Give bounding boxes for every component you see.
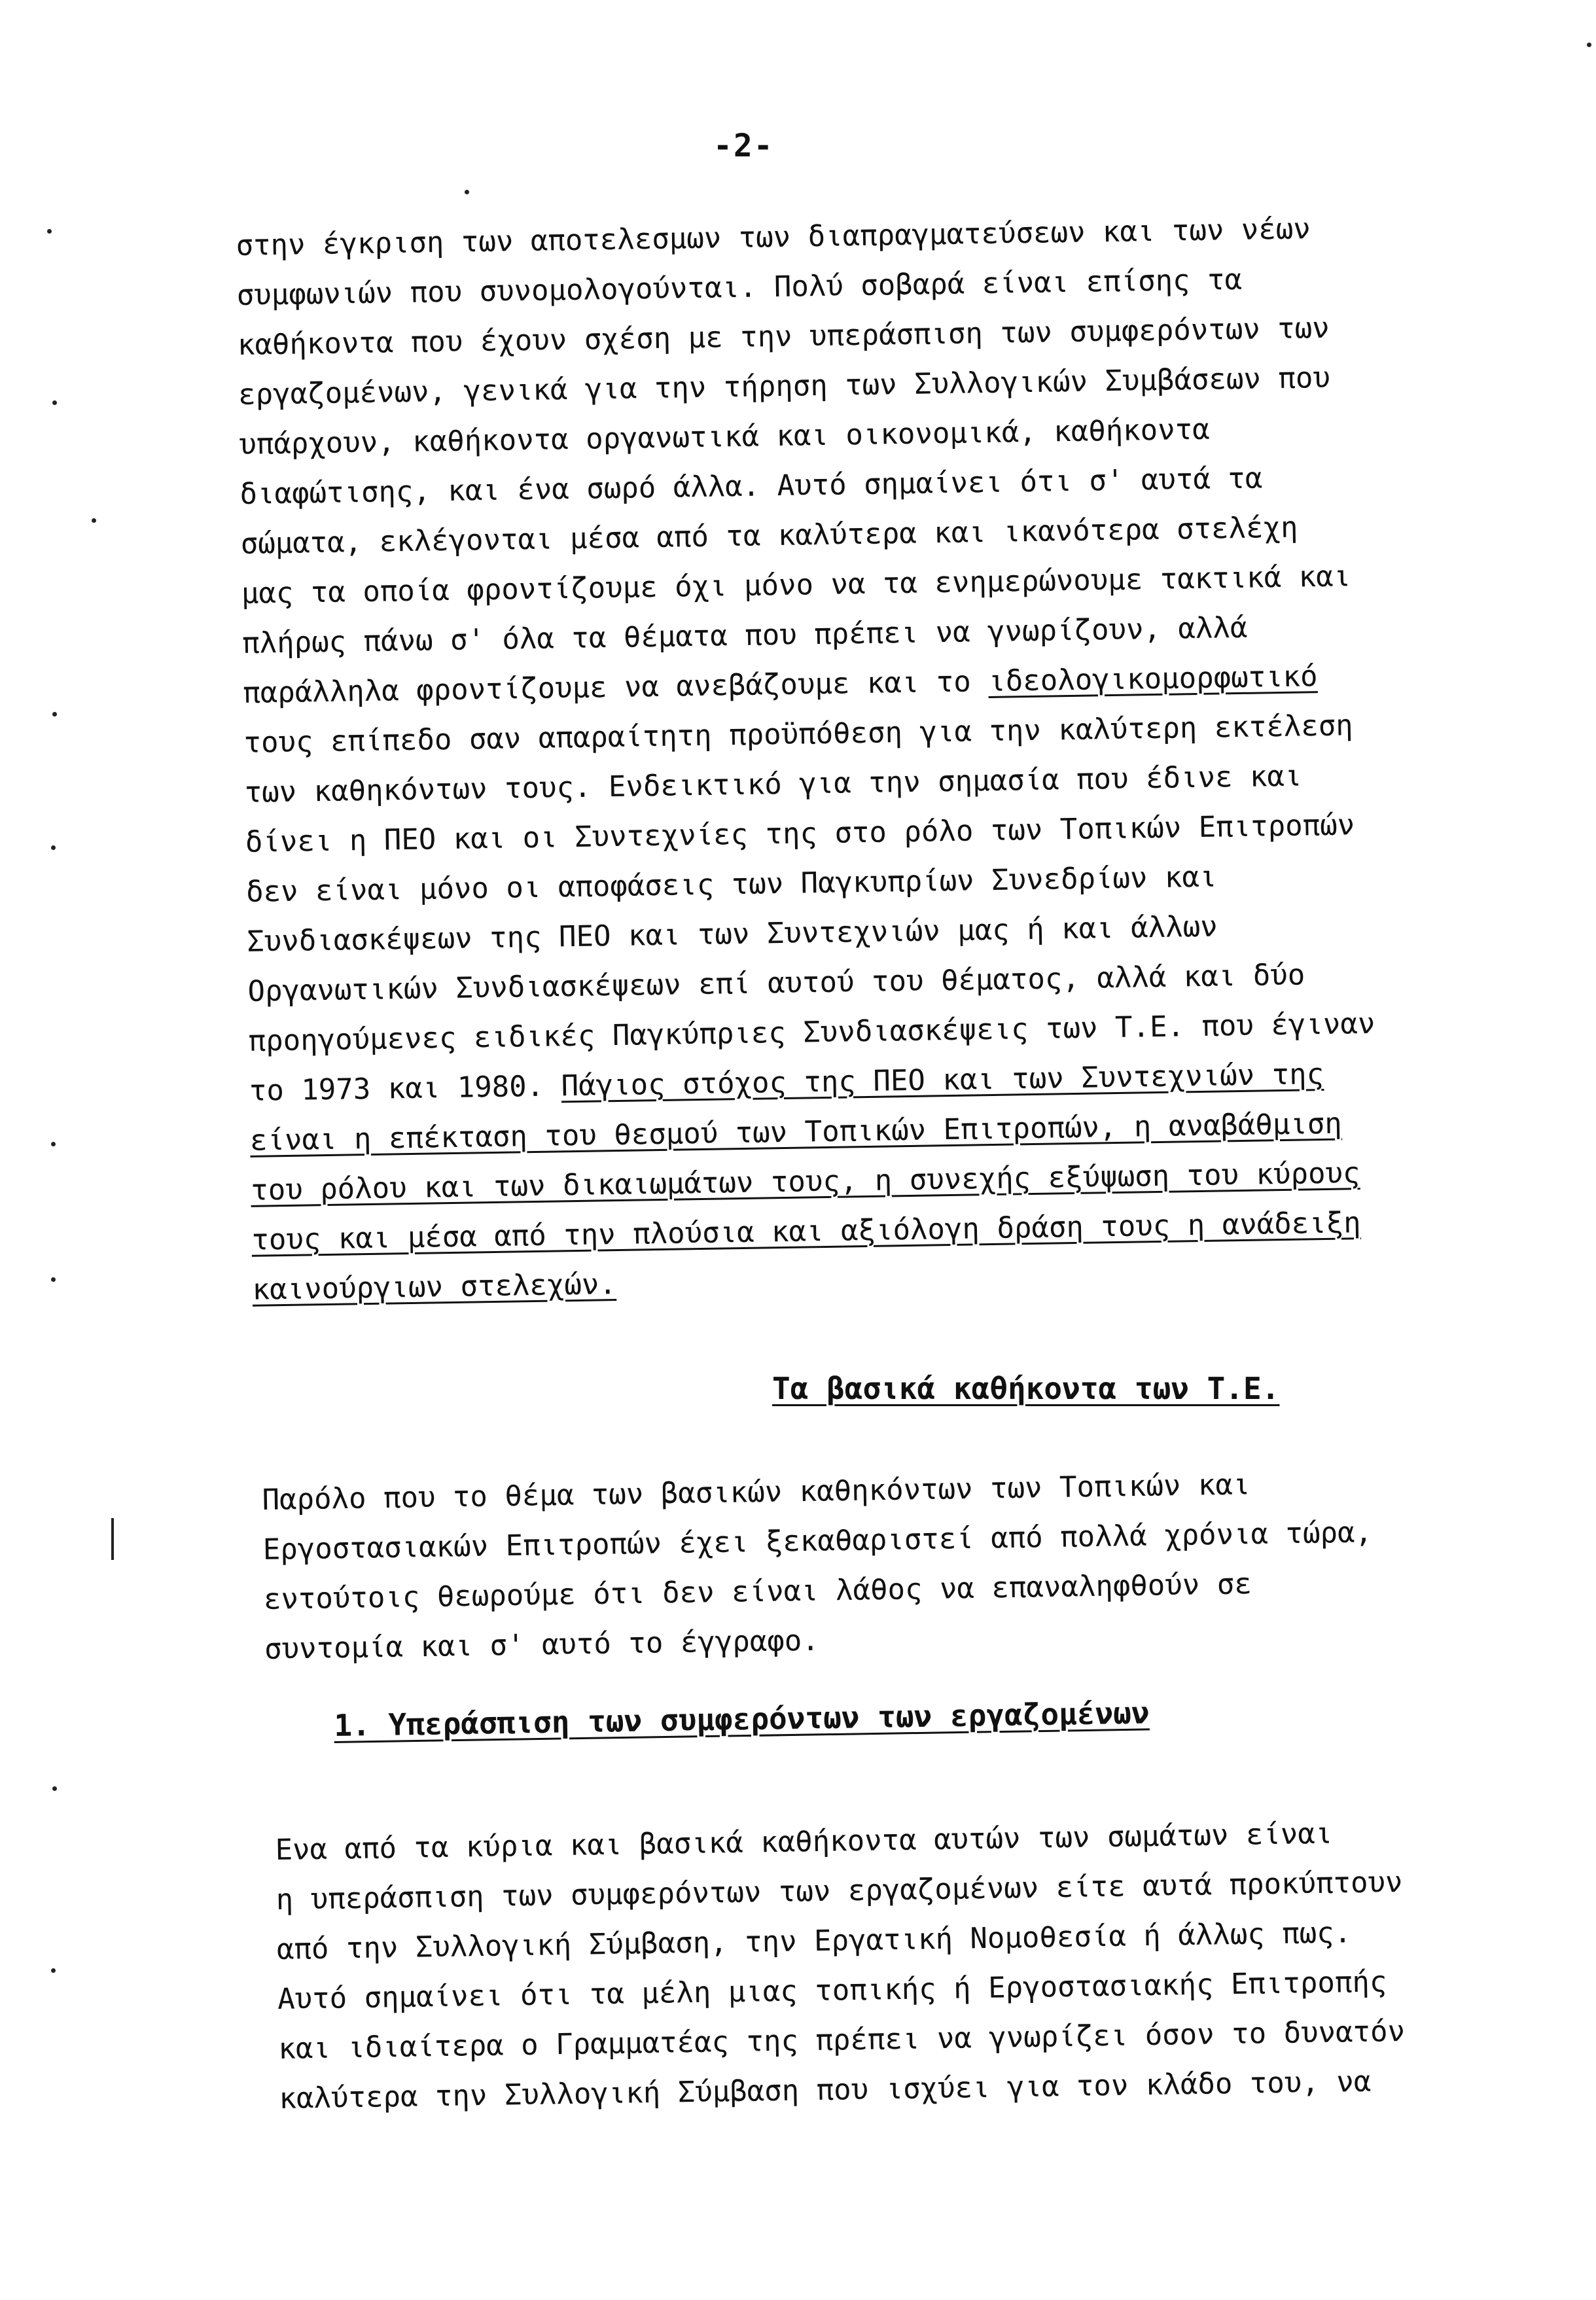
scan-speck [52, 1786, 57, 1791]
text-line: προηγούμενες ειδικές Παγκύπριες Συνδιασκέψεις των Τ.Ε. που έγιναν [248, 1006, 1375, 1058]
text-line: από την Συλλογική Σύμβαση, την Εργατική Νομοθεσία ή άλλως πως. [276, 1916, 1352, 1966]
text-line: Ενα από τα κύρια και βασικά καθήκοντα αυτών των σωμάτων είναι [275, 1816, 1333, 1867]
scan-speck [52, 712, 57, 717]
scan-mark [111, 1518, 114, 1560]
subsection-heading: 1. Υπεράσπιση των συμφερόντων των εργαζομένων [334, 1695, 1150, 1743]
scan-speck [47, 229, 52, 234]
underlined-sentence: Πάγιος στόχος της ΠΕΟ και των Συντεχνιών της [561, 1057, 1324, 1103]
text-line: τους επίπεδο σαν απαραίτητη προϋπόθεση για την καλύτερη εκτέλεση [243, 709, 1354, 760]
text-line: συμφωνιών που συνομολογούνται. Πολύ σοβαρά είναι επίσης τα [236, 262, 1243, 312]
text-line: των καθηκόντων τους. Ενδεικτικό για την σημασία που έδινε και [244, 759, 1302, 809]
paragraph-3 [275, 1808, 1406, 2124]
text-line: μας τα οποία φροντίζουμε όχι μόνο να τα ενημερώνουμε τακτικά και [241, 559, 1351, 610]
scan-speck [51, 1277, 56, 1282]
text-line: υπάρχουν, καθήκοντα οργανωτικά και οικονομικά, καθήκοντα [238, 412, 1211, 461]
text-line: συντομία και σ' αυτό το έγγραφο. [264, 1623, 820, 1666]
text-line: δεν είναι μόνο οι αποφάσεις των Παγκυπρίων Συνεδρίων και [245, 860, 1217, 909]
text-line: πλήρως πάνω σ' όλα τα θέματα που πρέπει να γνωρίζουν, αλλά [241, 610, 1248, 660]
scan-speck [465, 190, 469, 194]
text-line: και ιδιαίτερα ο Γραμματέας της πρέπει να γνωρίζει όσον το δυνατόν [277, 2014, 1406, 2066]
text-line: Εργοστασιακών Επιτροπών έχει ξεκαθαριστεί από πολλά χρόνια τώρα, [262, 1515, 1373, 1566]
underlined-line: είναι η επέκταση του θεσμού των Τοπικών Επιτροπών, η αναβάθμιση [249, 1106, 1343, 1158]
text-line: Συνδιασκέψεων της ΠΕΟ και των Συντεχνιών μας ή και άλλων [246, 910, 1218, 959]
scan-speck [52, 400, 57, 405]
text-line: Παρόλο που το θέμα των βασικών καθηκόντων των Τοπικών και [262, 1468, 1250, 1517]
text-line: Οργανωτικών Συνδιασκέψεων επί αυτού του θέματος, αλλά και δύο [247, 958, 1305, 1008]
text-line: Αυτό σημαίνει ότι τα μέλη μιας τοπικής ή Εργοστασιακής Επιτροπής [277, 1965, 1387, 2016]
text-line: η υπεράσπιση των συμφερόντων των εργαζομένων είτε αυτά προκύπτουν [275, 1865, 1403, 1917]
text-line: διαφώτισης, και ένα σωρό άλλα. Αυτό σημαίνει ότι σ' αυτά τα [239, 461, 1263, 511]
text-line: καλύτερα την Συλλογική Σύμβαση που ισχύει για τον κλάδο του, να [279, 2064, 1372, 2115]
underlined-term: ιδεολογικομορφωτικό [987, 660, 1318, 699]
scan-speck [1587, 43, 1591, 47]
page-number: -2- [713, 128, 774, 164]
text-line: στην έγκριση των αποτελεσμων των διαπραγματεύσεων και των νέων [236, 212, 1311, 262]
scan-speck [92, 518, 96, 523]
scan-speck [51, 1968, 56, 1973]
text-line: εντούτοις θεωρούμε ότι δεν είναι λάθος να επαναληφθούν σε [263, 1567, 1252, 1616]
underlined-line: καινούργιων στελεχών. [252, 1267, 617, 1307]
section-heading: Τα βασικά καθήκοντα των Τ.Ε. [772, 1371, 1280, 1406]
underlined-line: τους και μέσα από την πλούσια και αξιόλογη δράση τους η ανάδειξη [251, 1206, 1362, 1257]
paragraph-1 [236, 203, 1379, 1315]
line-text: το 1973 και 1980. [249, 1069, 562, 1108]
line-text: παράλληλα φροντίζουμε να ανεβάζουμε και το [242, 665, 989, 710]
paragraph-2 [262, 1458, 1374, 1674]
scan-speck [51, 1142, 56, 1146]
text-line: δίνει η ΠΕΟ και οι Συντεχνίες της στο ρόλο των Τοπικών Επιτροπών [245, 808, 1355, 859]
scan-speck [51, 845, 56, 850]
underlined-line: του ρόλου και των δικαιωμάτων τους, η συνεχής εξύψωση του κύρους [250, 1156, 1360, 1207]
text-line: σώματα, εκλέγονται μέσα από τα καλύτερα και ικανότερα στελέχη [240, 510, 1298, 561]
text-line: εργαζομένων, γενικά για την τήρηση των Συλλογικών Συμβάσεων που [238, 361, 1331, 412]
text-line: καθήκοντα που έχουν σχέση με την υπεράσπιση των συμφερόντων των [237, 311, 1330, 362]
